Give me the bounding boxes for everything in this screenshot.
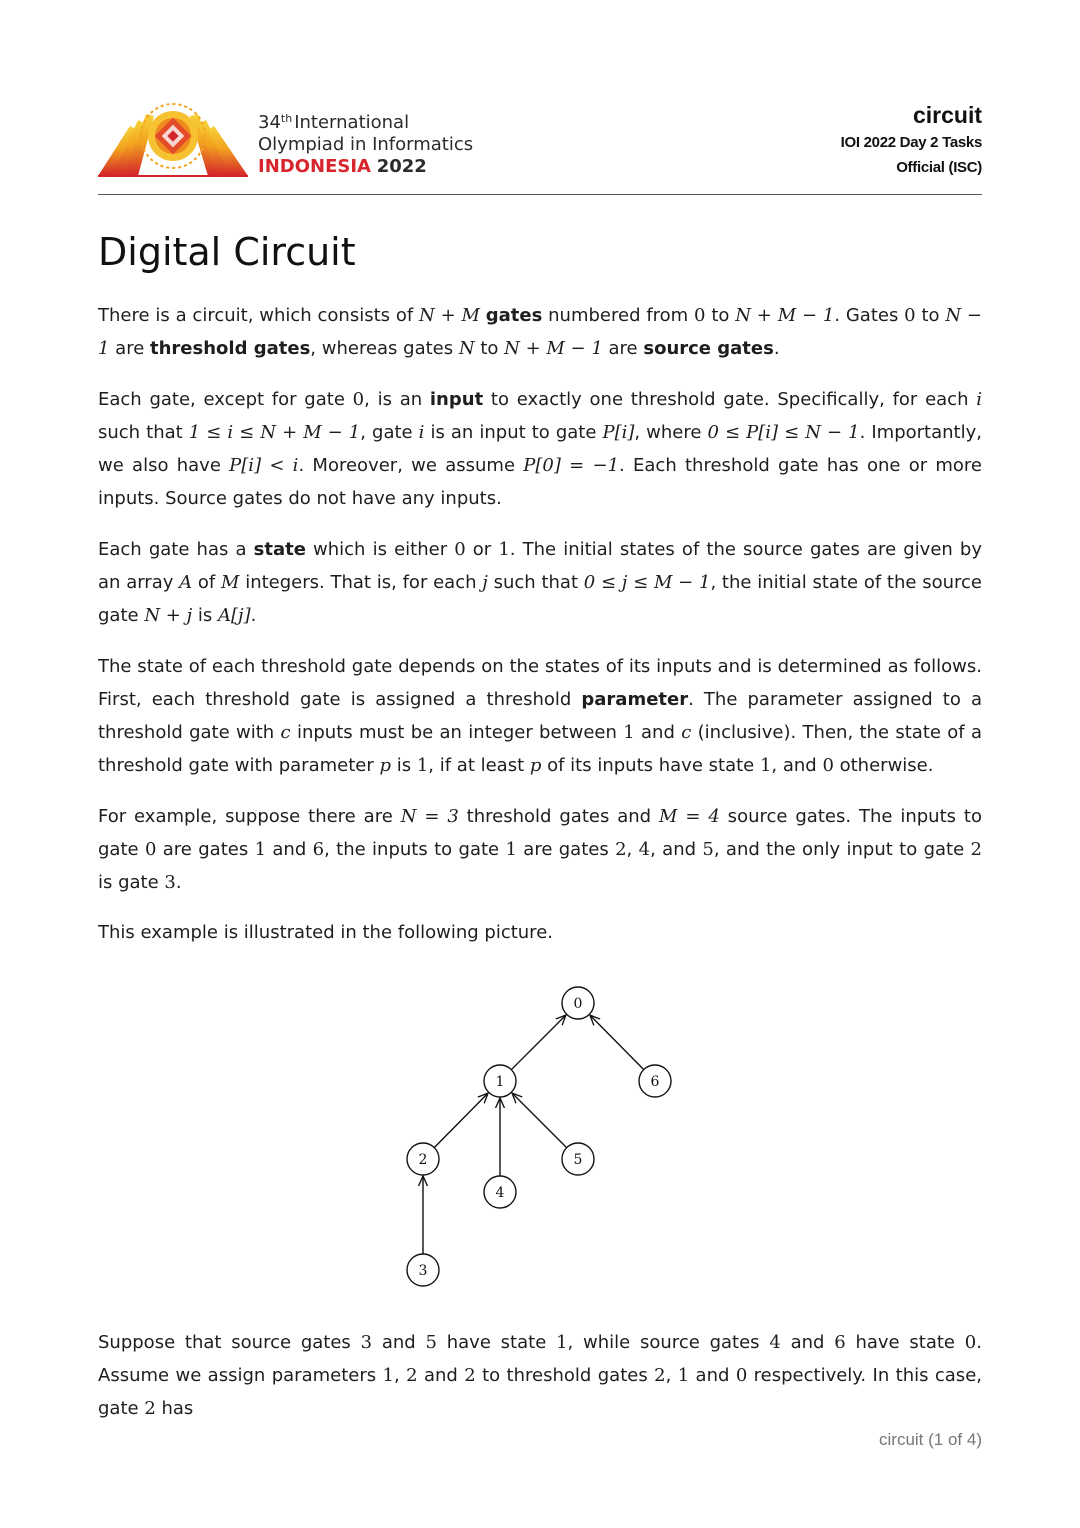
gate-node-4 <box>484 1176 516 1208</box>
math: 3 <box>360 1332 373 1353</box>
paragraph-5 <box>98 800 982 899</box>
text: For example, suppose there are <box>98 806 401 827</box>
text: has <box>155 1398 194 1419</box>
gate-node-1 <box>484 1065 516 1097</box>
logo-year: 2022 <box>376 156 427 177</box>
text: of <box>192 572 222 593</box>
math: 1 <box>382 1365 394 1386</box>
text: is an input to gate <box>424 422 603 443</box>
text: , where <box>634 422 708 443</box>
math: N = 3 <box>400 806 459 827</box>
text: . The initial states of the source gates are given by an array <box>98 539 983 593</box>
text: of its inputs have state <box>541 755 760 776</box>
math: 2 <box>615 839 627 860</box>
text: , if at least <box>428 755 530 776</box>
math: c <box>681 722 692 743</box>
math: 2 <box>464 1365 476 1386</box>
math: 2 <box>406 1365 418 1386</box>
text: Each gate has a <box>98 539 254 560</box>
math: N <box>458 338 475 359</box>
text: . Each threshold gate has one or more inputs. Source gates do not have any inputs. <box>98 455 982 509</box>
math: M = 4 <box>659 806 720 827</box>
text: . <box>773 338 780 359</box>
contest-label: IOI 2022 Day 2 Tasks <box>840 134 982 151</box>
text: and <box>266 839 313 860</box>
math: 0 <box>904 305 916 326</box>
math: 0 <box>352 389 365 410</box>
math: N + M − 1 <box>735 305 835 326</box>
page-footer: circuit (1 of 4) <box>879 1430 982 1449</box>
text: and <box>689 1365 736 1386</box>
math: 0 <box>822 755 834 776</box>
math: 1 <box>505 839 517 860</box>
math: M <box>221 572 240 593</box>
math: N + M <box>419 305 480 326</box>
bold-term: state <box>253 539 306 560</box>
text: to threshold gates <box>475 1365 655 1386</box>
math: 3 <box>164 872 176 893</box>
header <box>98 96 982 194</box>
paragraph-2 <box>98 383 982 515</box>
math: N − 1 <box>98 305 982 359</box>
math: 0 ≤ j ≤ M − 1 <box>583 572 711 593</box>
text: source gates. The inputs to gate <box>98 806 982 860</box>
gate-node-6 <box>639 1065 671 1097</box>
text: and <box>417 1365 465 1386</box>
math: 0 <box>694 305 706 326</box>
text: have state <box>845 1332 965 1353</box>
text: respectively. In this case, gate <box>98 1365 982 1419</box>
math: 1 ≤ i ≤ N + M − 1 <box>188 422 361 443</box>
math: A[j] <box>218 605 251 626</box>
edge-5-to-1 <box>512 1093 567 1148</box>
gate-label: 2 <box>418 1152 428 1168</box>
paragraph-6 <box>98 916 982 949</box>
text: There is a circuit, which consists of <box>98 305 420 326</box>
math: 0 <box>454 539 466 560</box>
text: . The parameter assigned to a threshold gate with <box>98 689 982 743</box>
bold-term: parameter <box>581 689 689 710</box>
text: are gates <box>516 839 616 860</box>
math: 1 <box>677 1365 690 1386</box>
text: Each gate, except for gate <box>98 389 353 410</box>
logo-line-1 <box>258 108 473 134</box>
text: to <box>474 338 505 359</box>
text: , whereas gates <box>310 338 459 359</box>
text: , is an <box>364 389 430 410</box>
bold-term: gates <box>485 305 543 326</box>
language-label: Official (ISC) <box>896 159 982 176</box>
text: to <box>915 305 946 326</box>
math: p <box>529 755 542 776</box>
text: is gate <box>98 872 165 893</box>
math: 1 <box>759 755 772 776</box>
text: , and <box>771 755 823 776</box>
math: 1 <box>556 1332 568 1353</box>
text: threshold gates and <box>458 806 659 827</box>
text: or <box>465 539 499 560</box>
gate-label: 0 <box>573 996 583 1012</box>
text: . Moreover, we assume <box>298 455 524 476</box>
gate-label: 3 <box>418 1263 428 1279</box>
text: to <box>705 305 736 326</box>
math: A <box>179 572 193 593</box>
text: otherwise. <box>833 755 934 776</box>
math: 2 <box>970 839 982 860</box>
math: P[0] = −1 <box>523 455 620 476</box>
gate-node-3 <box>407 1254 439 1286</box>
math: P[i] < i <box>229 455 299 476</box>
gate-label: 4 <box>495 1185 505 1201</box>
text: The state of each threshold gate depends on the states of its inputs and is determined as follows. First, each threshold gate is assigned a threshold <box>98 656 982 710</box>
math: j <box>482 572 488 593</box>
text: , gate <box>360 422 419 443</box>
text: inputs must be an integer between <box>290 722 624 743</box>
logo-international: International <box>294 112 410 133</box>
text: (inclusive). Then, the state of a threshold gate with parameter <box>98 722 983 776</box>
math: i <box>976 389 982 410</box>
circuit-diagram <box>398 982 688 1292</box>
text: , <box>393 1365 407 1386</box>
paragraph-3 <box>98 533 982 632</box>
page-title: Digital Circuit <box>98 230 356 274</box>
math: 0 <box>964 1332 977 1353</box>
text: . Importantly, we also have <box>98 422 982 476</box>
bold-term: source gates <box>643 338 774 359</box>
logo-country: INDONESIA <box>258 156 371 177</box>
paragraph-4 <box>98 650 982 782</box>
math: 5 <box>425 1332 437 1353</box>
text: , the initial state of the source gate <box>98 572 982 626</box>
math: c <box>280 722 291 743</box>
page <box>98 0 982 1528</box>
math: 6 <box>834 1332 846 1353</box>
text: . Assume we assign parameters <box>98 1332 982 1386</box>
math: i <box>418 422 425 443</box>
text: are <box>109 338 151 359</box>
text: . <box>250 605 257 626</box>
math: 4 <box>769 1332 781 1353</box>
header-right <box>841 100 982 180</box>
text: . Gates <box>834 305 905 326</box>
text: , <box>665 1365 678 1386</box>
task-name: circuit <box>912 102 982 128</box>
text: , and the only input to gate <box>713 839 971 860</box>
math: 2 <box>654 1365 666 1386</box>
math: 2 <box>144 1398 156 1419</box>
math: 6 <box>312 839 325 860</box>
gate-node-2 <box>407 1143 439 1175</box>
math: 0 <box>144 839 157 860</box>
math: p <box>379 755 391 776</box>
text: integers. That is, for each <box>239 572 483 593</box>
gate-label: 1 <box>495 1074 505 1090</box>
text: numbered from <box>542 305 695 326</box>
paragraph-1 <box>98 299 982 365</box>
gate-label: 5 <box>573 1152 583 1168</box>
math: 1 <box>623 722 635 743</box>
text: This example is illustrated in the following picture. <box>98 922 553 943</box>
gate-node-0 <box>562 987 594 1019</box>
math: 0 ≤ P[i] ≤ N − 1 <box>707 422 860 443</box>
logo-number: 34 <box>258 112 281 133</box>
math: 1 <box>254 839 267 860</box>
gate-node-5 <box>562 1143 594 1175</box>
text: are <box>602 338 644 359</box>
edge-6-to-0 <box>590 1015 644 1070</box>
text: , while source gates <box>567 1332 770 1353</box>
math: N + M − 1 <box>504 338 603 359</box>
logo-line-3 <box>258 156 473 178</box>
math: N + j <box>144 605 193 626</box>
math: 4 <box>638 839 651 860</box>
header-divider <box>98 194 982 195</box>
text: are gates <box>156 839 255 860</box>
text: . <box>175 872 182 893</box>
text: and <box>634 722 682 743</box>
text: such that <box>98 422 189 443</box>
text: , <box>626 839 639 860</box>
logo-text <box>258 108 473 178</box>
text: such that <box>487 572 584 593</box>
logo-line-2: Olympiad in Informatics <box>258 134 474 155</box>
paragraph-7 <box>98 1326 982 1425</box>
text: to exactly one threshold gate. Specifically, for each <box>483 389 977 410</box>
text: and <box>372 1332 426 1353</box>
text: have state <box>436 1332 557 1353</box>
text: is <box>391 755 417 776</box>
edge-2-to-1 <box>434 1093 488 1148</box>
text: which is either <box>305 539 455 560</box>
bold-term: input <box>429 389 484 410</box>
text: , the inputs to gate <box>324 839 506 860</box>
math: 1 <box>498 539 510 560</box>
logo-superscript: th <box>280 112 293 125</box>
math: P[i] <box>602 422 635 443</box>
edge-1-to-0 <box>511 1015 566 1070</box>
text: and <box>780 1332 835 1353</box>
ioi-logo-icon <box>98 100 248 178</box>
bold-term: threshold gates <box>150 338 311 359</box>
text: Suppose that source gates <box>98 1332 361 1353</box>
math: 1 <box>416 755 429 776</box>
text: is <box>192 605 218 626</box>
text: , and <box>650 839 703 860</box>
math: 5 <box>702 839 714 860</box>
math: 0 <box>735 1365 748 1386</box>
gate-label: 6 <box>650 1074 660 1090</box>
